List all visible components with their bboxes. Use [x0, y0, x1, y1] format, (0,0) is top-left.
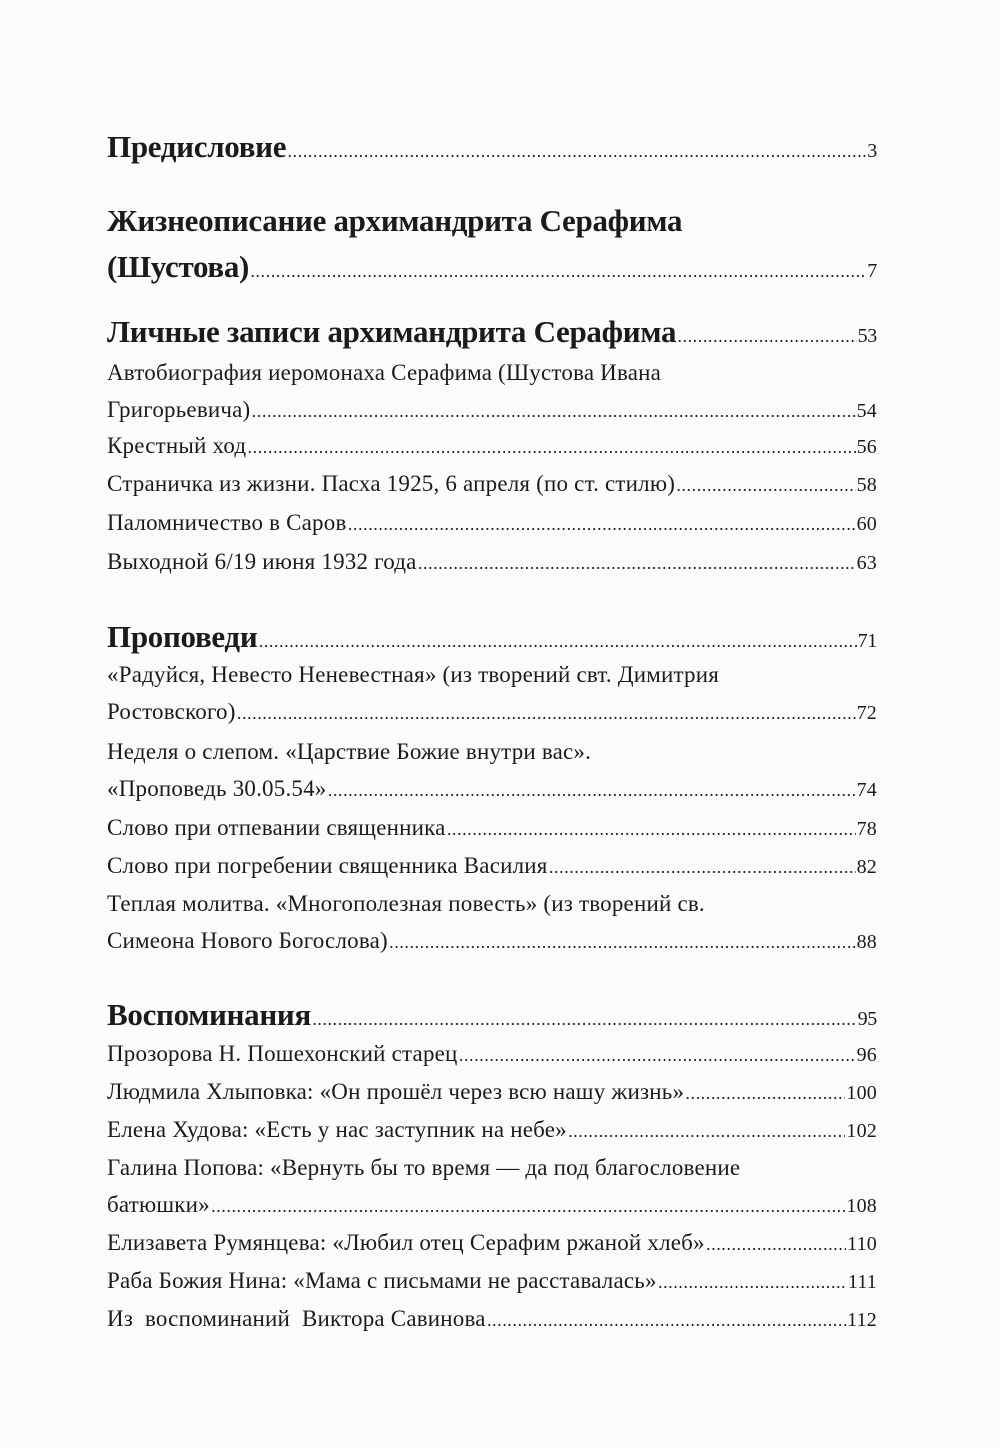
toc-entry-title: (Шустова)	[107, 249, 250, 284]
toc-entry-title: Слово при погребении священника Василия	[107, 853, 548, 878]
toc-entry-title-line: «Радуйся, Невесто Неневестная» (из творений свт. Димитрия	[107, 662, 720, 687]
toc-section-biography[interactable]	[107, 203, 877, 285]
toc-entry-title: Ростовского)	[107, 699, 236, 724]
toc-entry-title: батюшки»	[107, 1192, 210, 1217]
toc-item-page-from-life[interactable]	[107, 466, 877, 502]
toc-leader-dots	[211, 1189, 846, 1225]
toc-leader-dots	[258, 624, 856, 660]
toc-page-number: 3	[867, 140, 877, 162]
toc-page-number: 100	[846, 1082, 877, 1104]
toc-leader-dots	[389, 925, 856, 961]
toc-item-blind-sunday[interactable]	[107, 734, 877, 807]
toc-page-number: 78	[856, 818, 877, 840]
toc-page-number: 88	[856, 931, 877, 953]
toc-item-rejoice[interactable]	[107, 657, 877, 730]
toc-leader-dots	[658, 1265, 847, 1301]
toc-leader-dots	[676, 468, 856, 504]
toc-leader-dots	[287, 134, 866, 170]
toc-page-number: 54	[856, 400, 877, 422]
toc-page-number: 72	[856, 702, 877, 724]
toc-item-savinov[interactable]	[107, 1301, 877, 1337]
toc-page-number: 96	[856, 1044, 877, 1066]
toc-entry-title: Из воспоминаний Виктора Савинова	[107, 1306, 486, 1331]
toc-entry-title: Прозорова Н. Пошехонский старец	[107, 1041, 458, 1066]
toc-entry-title: Предисловие	[107, 129, 287, 164]
toc-entry-title: Слово при отпевании священника	[107, 815, 446, 840]
toc-entry-title: Личные записи архимандрита Серафима	[107, 314, 677, 349]
toc-entry-title: Григорьевича)	[107, 397, 251, 422]
toc-leader-dots	[328, 773, 856, 809]
toc-page-number: 108	[846, 1195, 877, 1217]
toc-entry-title-line: Автобиография иеромонаха Серафима (Шустова Ивана	[107, 360, 662, 385]
toc-entry-title-line: Жизнеописание архимандрита Серафима	[107, 203, 683, 238]
toc-item-warm-prayer[interactable]	[107, 886, 877, 959]
toc-leader-dots	[549, 850, 856, 886]
toc-item-rumyantseva[interactable]	[107, 1225, 877, 1261]
toc-item-pilgrimage[interactable]	[107, 505, 877, 541]
toc-entry-title: Выходной 6/19 июня 1932 года	[107, 549, 417, 574]
toc-entry-title-line: Теплая молитва. «Многополезная повесть» (из творений св.	[107, 891, 705, 916]
toc-page-number: 112	[847, 1309, 877, 1331]
toc-page-number: 102	[846, 1120, 877, 1142]
toc-page-number: 71	[857, 630, 877, 652]
toc-page-number: 63	[856, 552, 877, 574]
toc-entry-title-line: Галина Попова: «Вернуть бы то время — да под благословение	[107, 1155, 741, 1180]
toc-leader-dots	[447, 812, 856, 848]
toc-leader-dots	[312, 1002, 857, 1038]
toc-item-khlypovka[interactable]	[107, 1074, 877, 1110]
toc-leader-dots	[568, 1114, 846, 1150]
toc-entry-title: Людмила Хлыповка: «Он прошёл через всю нашу жизнь»	[107, 1079, 685, 1104]
toc-page-number: 111	[847, 1271, 877, 1293]
toc-item-procession[interactable]	[107, 428, 877, 464]
toc-leader-dots	[677, 319, 856, 355]
toc-leader-dots	[487, 1303, 846, 1339]
toc-page-number: 56	[856, 436, 877, 458]
toc-entry-title: Воспоминания	[107, 997, 311, 1032]
toc-entry-title: «Проповедь 30.05.54»	[107, 776, 327, 801]
toc-section-preface[interactable]	[107, 129, 877, 165]
toc-page-number: 74	[856, 779, 877, 801]
toc-leader-dots	[706, 1227, 846, 1263]
toc-item-nina[interactable]	[107, 1263, 877, 1299]
toc-entry-title: Проповеди	[107, 619, 258, 654]
toc-item-day-off[interactable]	[107, 544, 877, 580]
toc-entry-title: Раба Божия Нина: «Мама с письмами не расставалась»	[107, 1268, 657, 1293]
toc-entry-title-line: Неделя о слепом. «Царствие Божие внутри вас».	[107, 739, 592, 764]
toc-entry-title: Елизавета Румянцева: «Любил отец Серафим ржаной хлеб»	[107, 1230, 705, 1255]
toc-page-number: 7	[867, 260, 877, 282]
toc-item-burial-word[interactable]	[107, 848, 877, 884]
toc-page-number: 110	[847, 1233, 877, 1255]
toc-item-funeral-word[interactable]	[107, 810, 877, 846]
toc-item-popova[interactable]	[107, 1150, 877, 1223]
toc-item-autobiography[interactable]	[107, 355, 877, 428]
toc-leader-dots	[251, 394, 855, 430]
toc-page-number: 58	[856, 474, 877, 496]
toc-entry-title: Елена Худова: «Есть у нас заступник на небе»	[107, 1117, 567, 1142]
toc-leader-dots	[348, 507, 856, 543]
toc-entry-title: Паломничество в Саров	[107, 510, 347, 535]
toc-page-number: 82	[856, 856, 877, 878]
toc-entry-title: Крестный ход	[107, 433, 247, 458]
toc-page-number: 53	[857, 325, 877, 347]
toc-page-number: 95	[857, 1008, 877, 1030]
toc-item-poshekhonsky-elder[interactable]	[107, 1036, 877, 1072]
toc-section-memoirs[interactable]	[107, 997, 877, 1033]
toc-leader-dots	[459, 1038, 856, 1074]
toc-section-personal-notes[interactable]	[107, 314, 877, 350]
toc-item-khudova[interactable]	[107, 1112, 877, 1148]
toc-page-number: 60	[856, 513, 877, 535]
toc-leader-dots	[247, 430, 855, 466]
toc-leader-dots	[418, 546, 856, 582]
toc-entry-title: Страничка из жизни. Пасха 1925, 6 апреля (по ст. стилю)	[107, 471, 676, 496]
toc-entry-title: Симеона Нового Богослова)	[107, 928, 388, 953]
toc-leader-dots	[685, 1076, 845, 1112]
toc-leader-dots	[250, 254, 866, 290]
toc-leader-dots	[237, 696, 856, 732]
toc-section-sermons[interactable]	[107, 619, 877, 655]
